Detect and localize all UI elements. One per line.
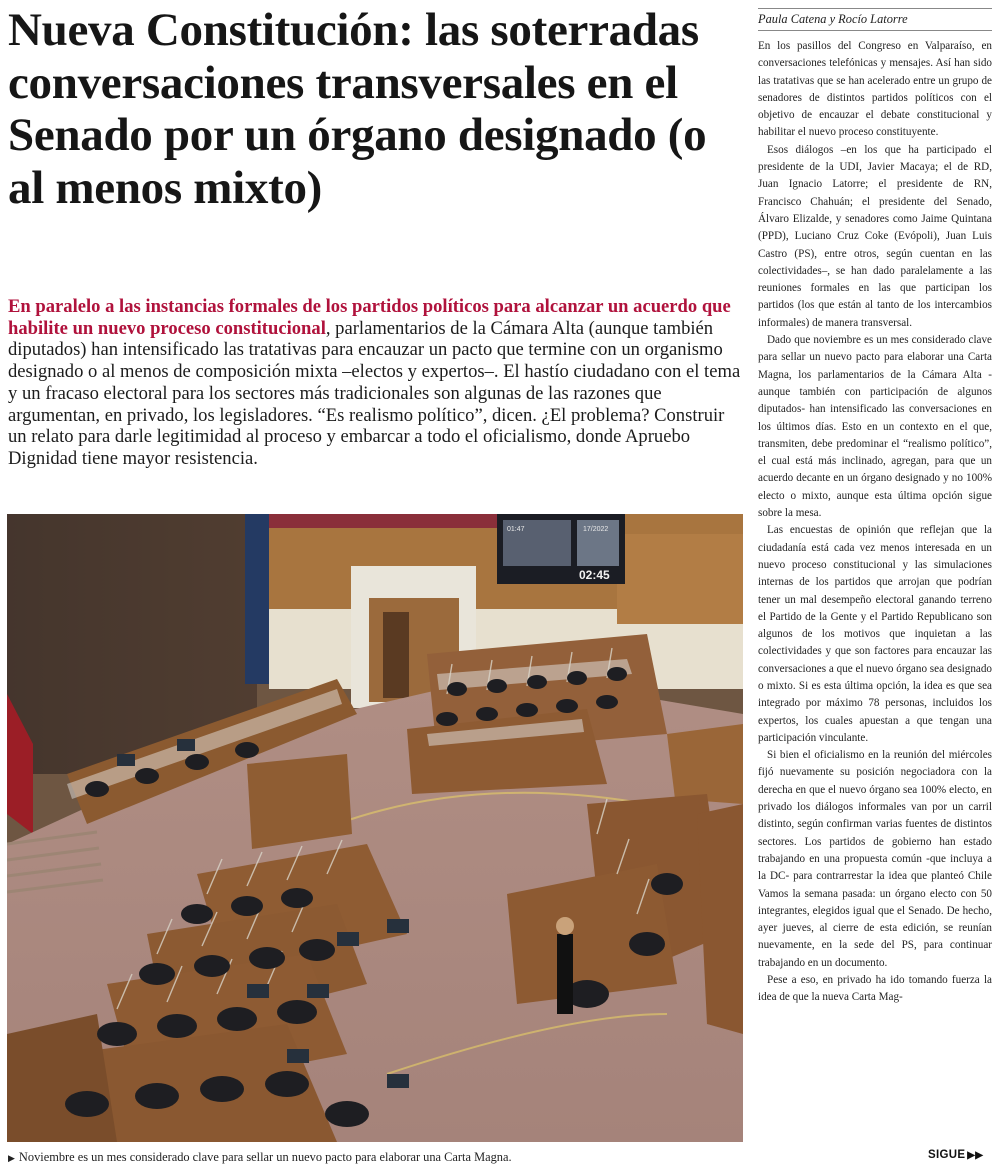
body-paragraph: Si bien el oficialismo en la reunión del miércoles fijó nuevamente su posición negociadora con la derecha en que el nuevo órgano sea 100% electo, en privado los diálogos informales van por un carril distinto, según confirman varias fuentes de distintos sectores. Los partidos de gobierno han estado trabajando en una propuesta común -que incluya a la DC- para contrarrestar la idea que planteó Chile Vamos la semana pasada: un órgano electo con 50 integrantes, elegidos igual que el Senado. De hecho, ayer jueves, al cierre de esta edición, se reunían nuevamente, en la sede del PS, para continuar trabajando en un documento. xyxy=(758,749,992,969)
double-arrow-icon: ▶▶ xyxy=(967,1150,984,1161)
article-body xyxy=(758,38,992,1007)
photo-caption xyxy=(8,1150,708,1165)
lead-text: , parlamentarios de la Cámara Alta (aunque también diputados) han intensificado las tratativas para encauzar un pacto que termine con un organismo designado o al menos de composición mixta –electos y expertos–. El hastío ciudadano con el tema y un fracaso electoral para los sectores más tradicionales son algunas de las razones que argumentan, en privado, los legisladores. “Es realismo político”, dicen. ¿El problema? Construir un relato para darle legitimidad al proceso y embarcar a todo el oficialismo, donde Apruebo Dignidad tiene mayor resistencia. xyxy=(8,317,741,469)
screen-small-label: 01:47 xyxy=(507,526,525,533)
screen-small-label: 17/2022 xyxy=(583,526,609,533)
screen-clock: 02:45 xyxy=(579,568,610,582)
senate-chamber-photo xyxy=(7,514,743,1142)
byline-rule-bottom xyxy=(758,30,992,31)
photo-caption-text: Noviembre es un mes considerado clave para sellar un nuevo pacto para elaborar una Carta Magna. xyxy=(18,1150,512,1164)
desk-row xyxy=(247,754,352,849)
body-paragraph: Pese a eso, en privado ha ido tomando fuerza la idea de que la nueva Carta Mag- xyxy=(758,974,992,1004)
article-headline: Nueva Constitución: las soterradas conversaciones transversales en el Senado por un órgano designado (o al menos mixto) xyxy=(8,4,707,214)
body-paragraph: Las encuestas de opinión que reflejan que la ciudadanía está cada vez menos interesada en un nuevo proceso constitucional y las simulaciones internas de los partidos que arrojan que podrían tener un mal desempeño electoral ganando terreno el Partido de la Gente y el Partido Republicano son algunos de los motivos que inquietan a las colectividades y que son factores para encauzar las conversaciones a que el nuevo órgano sea designado o mixto. Si es esta última opción, la idea es que sea integrado por máximo 78 personas, incluidos los expertos, los cuales apuestan a que tengan una participación vinculante. xyxy=(758,524,992,744)
article-byline: Paula Catena y Rocío Latorre xyxy=(758,12,908,26)
byline-rule-top xyxy=(758,8,992,9)
body-paragraph: En los pasillos del Congreso en Valparaíso, en conversaciones telefónicas y mensajes. Así han sido las tratativas que se han acelerado entre un grupo de senadores de distintos partidos políticos con el objetivo de encauzar el debate constitucional y habilitar el nuevo proceso constituyente. xyxy=(758,40,992,139)
continue-label: SIGUE xyxy=(928,1149,966,1161)
body-paragraph: Dado que noviembre es un mes considerado clave para sellar un nuevo pacto para elaborar una Carta Magna, los parlamentarios de la Cámara Alta -aunque también con participación de algunos diputados- han intensificado las conversaciones en los últimos días. Esto en un contexto en el que, transmiten, debe predominar el “realismo político”, el cual está más inclinado, agregan, para que un acuerdo decante en un órgano designado y no 100% electo o mixto, aunque esta última opción sigue sobre la mesa. xyxy=(758,334,992,520)
caption-triangle-icon: ▶ xyxy=(8,1153,15,1163)
desk-row xyxy=(667,724,743,804)
continue-marker xyxy=(928,1149,983,1161)
body-paragraph: Esos diálogos –en los que ha participado el presidente de la UDI, Javier Macaya; el de RD, Juan Ignacio Latorre; el presidente de RN, Francisco Chahuán; el presidente del Senado, Álvaro Elizalde, y senadores como Jaime Quintana (PPD), Luciano Cruz Coke (Evópoli), Juan Luis Castro (PS), entre otros, según cuentan en las colectividades–, se han dado paralelamente a las reuniones formales en las que participan los partidos (los que están al tanto de los intercambios informales) de manera transversal. xyxy=(758,143,992,329)
standing-person xyxy=(557,934,573,1014)
lead-highlight: En paralelo a las instancias formales de los partidos políticos para alcanzar un acuerdo que habilite un nuevo proceso constitucional xyxy=(8,296,731,339)
article-lead xyxy=(8,296,744,470)
blue-flag xyxy=(245,514,271,684)
